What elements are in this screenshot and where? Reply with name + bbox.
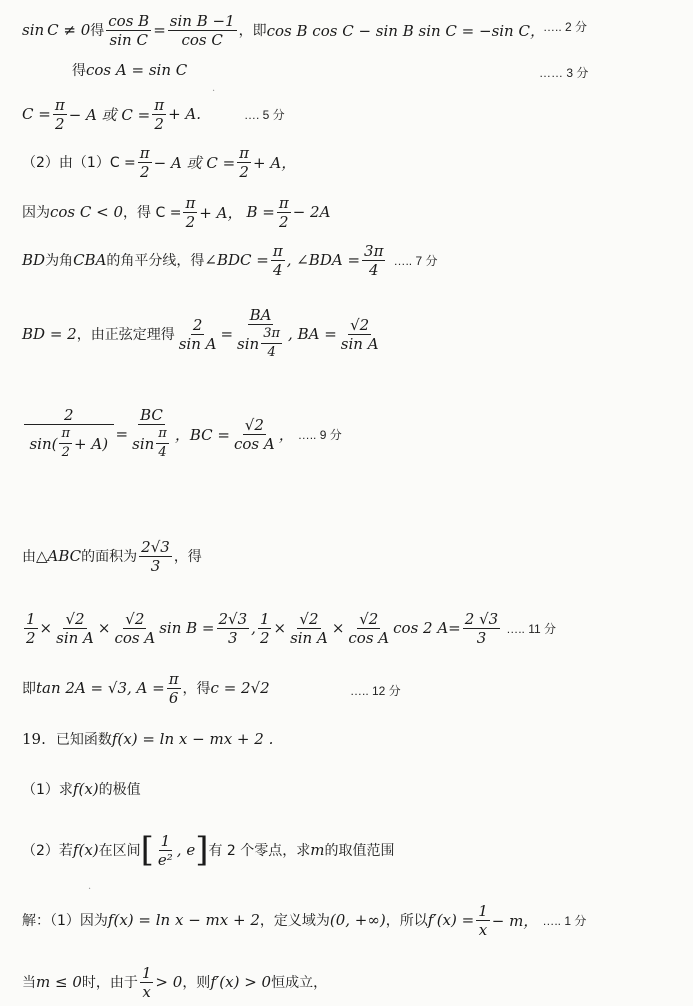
line-10 <box>22 604 693 652</box>
l10-comma: , <box>251 619 256 637</box>
l16-frac: $\frac{1}{x}$ <box>141 963 152 1001</box>
score-3: …… 3 分 <box>539 66 589 80</box>
l9-frac: $\frac{2√3}{3}$ <box>141 537 170 575</box>
l7-frac-2: BA sin $\frac{3\pi}{4}$ <box>237 306 281 360</box>
l10-frac-d: $\frac{√2}{\text{sin A}}$ <box>290 609 328 647</box>
l8-comma: ， <box>278 425 294 444</box>
line-13 <box>22 776 693 802</box>
l10-times-1: × <box>39 619 53 637</box>
line-16 <box>22 960 693 1004</box>
l11-tan: tan 2A = √3, A = <box>36 679 165 697</box>
q19-2-interval-word: 在区间 <box>98 843 141 859</box>
score-1: ….. 1 分 <box>542 913 587 928</box>
sol-fx: f(x) = ln x − mx + 2 <box>107 911 260 929</box>
q19-2-range: 的取值范围 <box>324 843 395 859</box>
l3-frac-2: $\frac{\pi}{2}$ <box>154 95 165 133</box>
l1-eq: = <box>153 21 166 39</box>
l1-sin: sin <box>22 21 45 39</box>
l11-de: ，得 <box>182 681 211 697</box>
q19-1-extreme: 的极值 <box>98 782 141 798</box>
l2-expr: cos A = sin C <box>86 61 188 79</box>
sol-fprime: f′(x) = <box>427 911 475 929</box>
l5-plus: + A， <box>199 203 243 222</box>
l4-start: （2）由（1）C = <box>22 155 136 171</box>
line-3 <box>22 92 693 136</box>
l7-sine-law: ，由正弦定理得 <box>76 327 175 343</box>
l8-frac-1: 2 sin( $\frac{\pi}{2}$ + A) <box>24 406 114 462</box>
l7-bd: BD = 2 <box>22 325 77 343</box>
sol-domain-word: ，定义域为 <box>259 913 330 929</box>
l9-triangle: △ABC <box>36 547 82 565</box>
l7-eq: = <box>220 325 234 343</box>
line-7 <box>22 302 693 366</box>
q19-2-left-bracket: [ <box>140 830 154 870</box>
line-1 <box>22 8 693 52</box>
sol-frac: $\frac{1}{x}$ <box>478 901 488 939</box>
l8-eq: = <box>115 425 129 443</box>
q19-2-m: m <box>310 841 325 859</box>
l10-frac-half-2: $\frac{1}{2}$ <box>259 609 270 647</box>
l10-times-3: × <box>273 619 287 637</box>
l6-bda: , ∠BDA = <box>286 251 361 269</box>
score-7: ….. 7 分 <box>393 253 438 268</box>
l4-frac-2: $\frac{\pi}{2}$ <box>239 143 250 181</box>
l3-mid: − A 或 C = <box>68 105 151 124</box>
score-9: ….. 9 分 <box>297 427 342 442</box>
l10-times-2: × <box>97 619 111 637</box>
l10-frac-half-1: $\frac{1}{2}$ <box>26 609 36 647</box>
l1-expr: cos B cos C − sin B sin C = −sin C， <box>266 21 545 40</box>
l8-frac-3: $\frac{√2}{\text{cos A}}$ <box>233 415 275 453</box>
l6-angle-word: 为角 <box>45 253 74 269</box>
l1-ji: ，即 <box>238 23 267 39</box>
q19-2-fx: f(x) <box>72 841 99 859</box>
l16-when: 当 <box>22 975 36 991</box>
line-12 <box>22 726 693 752</box>
l1-frac-1: $\frac{\text{cos B}}{\text{sin C}}$ <box>108 11 150 49</box>
l16-fprime: f′(x) > 0 <box>210 973 272 991</box>
q19-2-zeros: 有 2 个零点，求 <box>208 843 311 859</box>
l9-area: 的面积为 <box>81 549 138 565</box>
l6-bd: BD <box>22 251 46 269</box>
l6-bdc: ∠BDC = <box>204 251 269 269</box>
q19-2-prefix: （2）若 <box>22 843 73 859</box>
l7-ba: , BA = <box>288 325 337 343</box>
l6-frac-1: $\frac{\pi}{4}$ <box>272 241 283 279</box>
sol-prefix: 解：（1）因为 <box>22 913 108 929</box>
l10-times-4: × <box>331 619 345 637</box>
l6-bisector: 的角平分线，得 <box>106 253 205 269</box>
line-14 <box>22 824 693 876</box>
l5-b: B = <box>246 203 275 221</box>
l4-end: + A， <box>253 153 297 172</box>
l6-cba: CBA <box>73 251 107 269</box>
l10-frac-e: $\frac{√2}{\text{cos A}}$ <box>348 609 390 647</box>
q19-2-right-bracket: ] <box>195 830 209 870</box>
l11-c: c = 2√2 <box>210 679 270 697</box>
l16-then: ，则 <box>182 975 211 991</box>
line-4 <box>22 140 693 184</box>
l1-frac-2: $\frac{\text{sin B −1}}{\text{cos C}}$ <box>169 11 235 49</box>
l1-de: 得 <box>90 23 105 39</box>
scan-speck: · <box>88 884 92 895</box>
l8-frac-2: BC sin $\frac{\pi}{4}$ <box>132 406 167 460</box>
l4-mid: − A 或 C = <box>153 153 236 172</box>
l11-ji: 即 <box>22 681 36 697</box>
line-8 <box>22 398 693 470</box>
line-5 <box>22 190 693 234</box>
l8-bc: ，BC = <box>174 425 230 444</box>
l5-because: 因为 <box>22 205 50 221</box>
l10-sinb: sin B = <box>159 619 215 637</box>
l5-cond: cos C < 0 <box>50 203 124 221</box>
q19-function: f(x) = ln x − mx + 2 . <box>111 730 274 748</box>
l1-cond: C ≠ 0 <box>47 21 91 39</box>
l3-end: + A. <box>168 105 202 123</box>
l7-frac-1: $\frac{2}{\text{sin A}}$ <box>178 315 217 353</box>
line-6 <box>22 238 693 282</box>
sol-domain: (0, +∞) <box>329 911 386 929</box>
l9-de: ，得 <box>173 549 202 565</box>
scan-speck: · <box>212 86 216 97</box>
l5-end: − 2A <box>292 203 331 221</box>
q19-2-frac: $\frac{1}{\text{e²}}$ <box>157 831 173 869</box>
l10-frac-c: $\frac{2√3}{3}$ <box>218 609 248 647</box>
sol-minus-m: − m， <box>491 911 539 930</box>
q19-1-prefix: （1）求 <box>22 782 73 798</box>
sol-so: ，所以 <box>385 913 428 929</box>
l5-frac-1: $\frac{\pi}{2}$ <box>185 193 196 231</box>
l16-holds: 恒成立， <box>271 975 328 991</box>
l3-frac-1: $\frac{\pi}{2}$ <box>54 95 65 133</box>
line-9 <box>22 532 693 580</box>
l6-frac-2: $\frac{3\pi}{4}$ <box>364 241 384 279</box>
l10-cos2a: cos 2 A= <box>393 619 461 637</box>
l5-frac-2: $\frac{\pi}{2}$ <box>278 193 289 231</box>
score-5: …. 5 分 <box>244 108 285 122</box>
l10-frac-f: $\frac{2 √3}{3}$ <box>464 609 499 647</box>
score-12: ….. 12 分 <box>350 684 401 698</box>
q19-1-fx: f(x) <box>72 780 99 798</box>
score-11: ….. 11 分 <box>506 621 556 636</box>
l5-c: ，得 C = <box>123 205 182 221</box>
score-2: ….. 2 分 <box>543 20 588 34</box>
q19-2-e: , e <box>176 841 196 859</box>
line-2 <box>72 58 693 82</box>
q19-number: 19. <box>22 730 46 748</box>
l11-frac: $\frac{\pi}{6}$ <box>168 669 179 707</box>
l16-cond: m ≤ 0 <box>36 973 82 991</box>
l10-frac-a: $\frac{√2}{\text{sin A}}$ <box>56 609 94 647</box>
l16-gt: > 0 <box>155 973 183 991</box>
l2-de: 得 <box>72 63 86 79</box>
line-15 <box>22 896 693 944</box>
l7-frac-3: $\frac{√2}{\text{sin A}}$ <box>340 315 379 353</box>
l3-c: C = <box>22 105 51 123</box>
l4-frac-1: $\frac{\pi}{2}$ <box>139 143 150 181</box>
q19-prefix: 已知函数 <box>55 732 112 748</box>
l10-frac-b: $\frac{√2}{\text{cos A}}$ <box>114 609 156 647</box>
l16-since: 时，由于 <box>81 975 138 991</box>
l9-you: 由 <box>22 549 36 565</box>
